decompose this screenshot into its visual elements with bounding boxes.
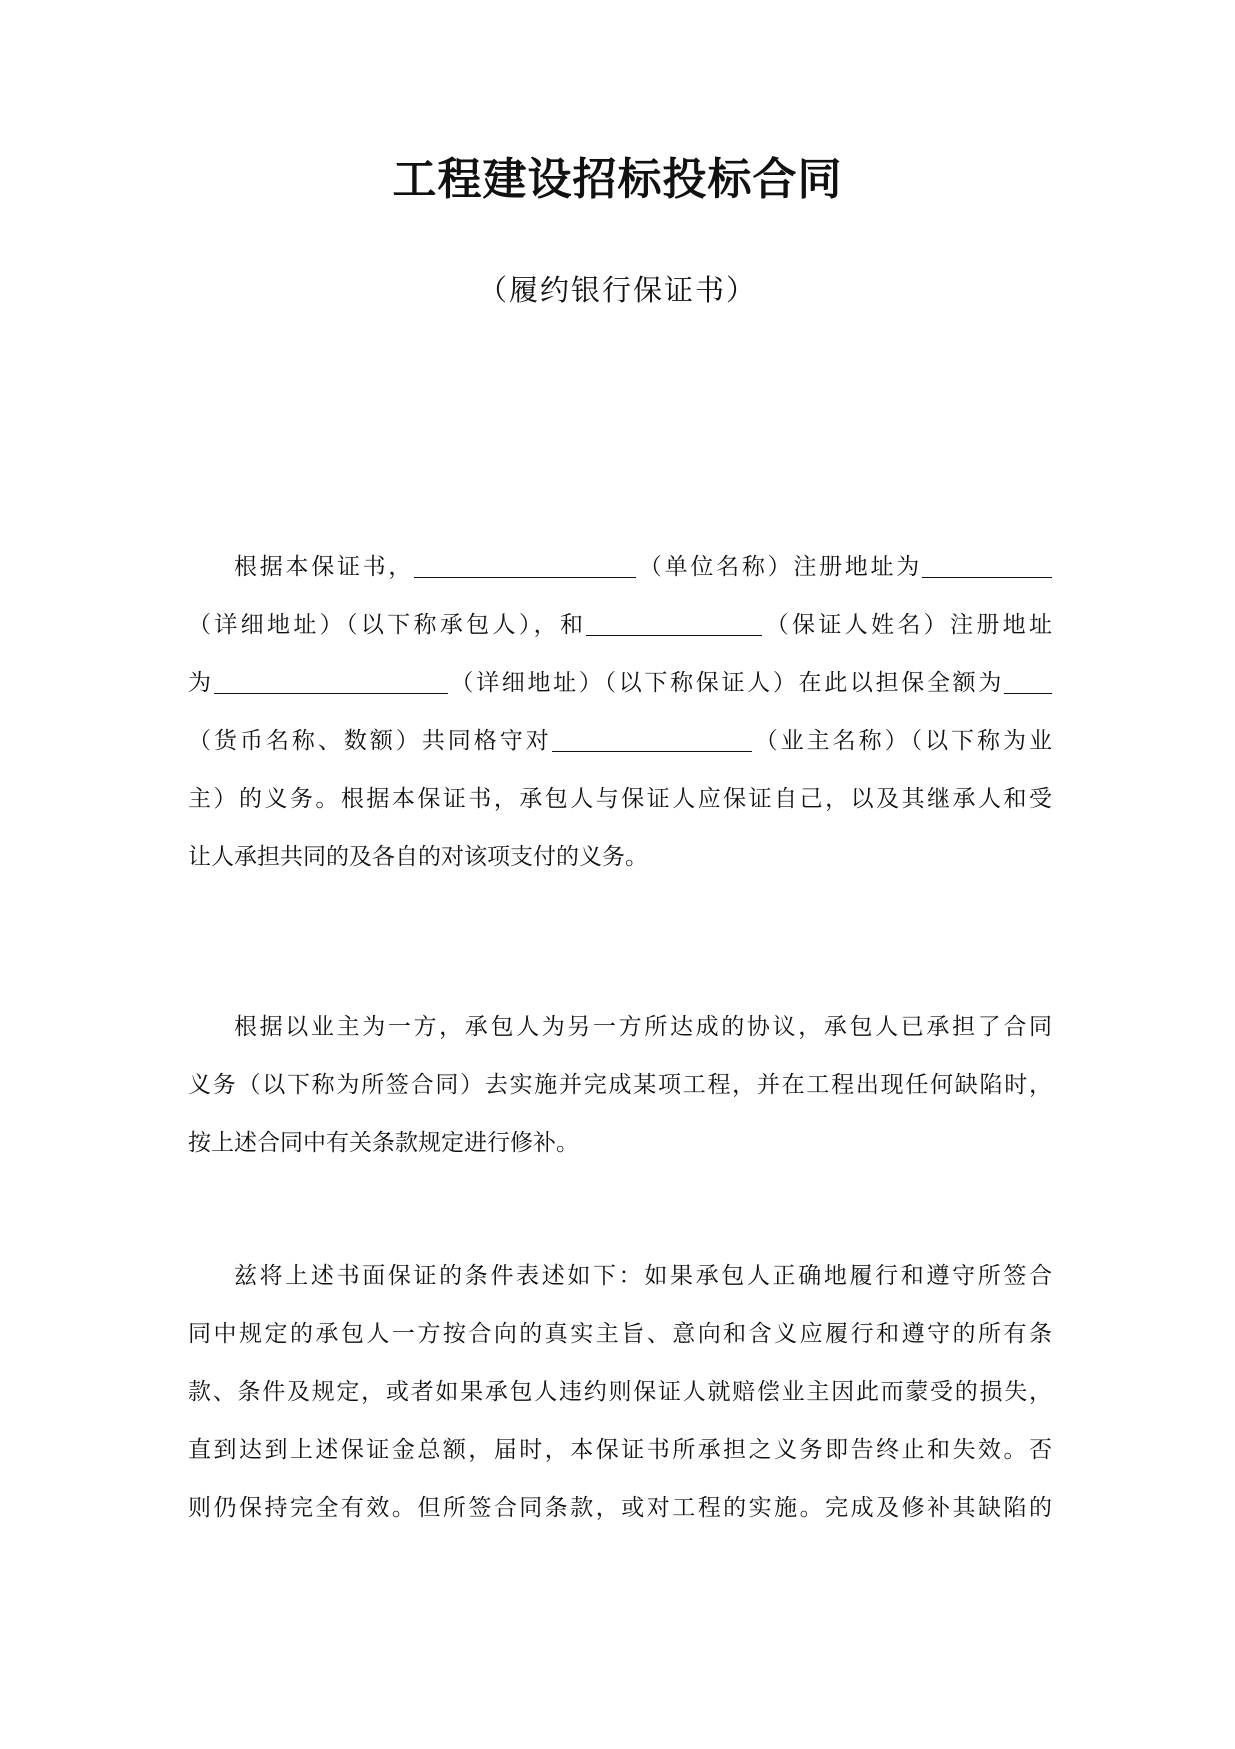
fill-in-blank-guarantor-address[interactable] — [214, 667, 448, 694]
paragraph-line: 兹将上述书面保证的条件表述如下：如果承包人正确地履行和遵守所签合 — [234, 1263, 1052, 1289]
text-segment: （保证人姓名）注册地址 — [762, 612, 1052, 638]
paragraph-line: 款、条件及规定，或者如果承包人违约则保证人就赔偿业主因此而蒙受的损失， — [188, 1379, 1052, 1405]
fill-in-blank-owner-name[interactable] — [552, 725, 752, 752]
paragraph-line — [188, 596, 1052, 654]
document-subtitle: （履约银行保证书） — [477, 273, 757, 307]
paragraph-line: 根据以业主为一方，承包人为另一方所达成的协议，承包人已承担了合同 — [234, 1014, 1052, 1040]
paragraph-line: 义务（以下称为所签合同）去实施并完成某项工程，并在工程出现任何缺陷时， — [188, 1072, 1052, 1098]
paragraph-line — [188, 538, 1052, 596]
paragraph-line: 让人承担共同的及各自的对该项支付的义务。 — [188, 844, 648, 870]
fill-in-blank-guarantee-amount[interactable] — [1004, 667, 1052, 694]
fill-in-blank-registered-address[interactable] — [922, 551, 1052, 578]
paragraph-line — [188, 712, 1052, 770]
text-segment: （详细地址）（以下称承包人），和 — [188, 612, 587, 638]
fill-in-blank-guarantor-name[interactable] — [586, 609, 762, 636]
document-title: 工程建设招标投标合同 — [392, 154, 843, 205]
paragraph-line: 同中规定的承包人一方按合向的真实主旨、意向和含义应履行和遵守的所有条 — [188, 1321, 1052, 1347]
paragraph-line: 直到达到上述保证金总额，届时，本保证书所承担之义务即告终止和失效。否 — [188, 1437, 1052, 1463]
text-segment: 为 — [188, 670, 214, 696]
paragraph-line: 主）的义务。根据本保证书，承包人与保证人应保证自己，以及其继承人和受 — [188, 786, 1052, 812]
paragraph-guarantee-conditions — [188, 1247, 1052, 1537]
paragraph-guarantee-parties — [188, 538, 1052, 886]
fill-in-blank-unit-name[interactable] — [414, 551, 636, 578]
text-segment: （单位名称）注册地址为 — [636, 554, 923, 580]
paragraph-contract-obligation — [188, 998, 1052, 1172]
text-segment: 根据本保证书， — [234, 554, 415, 580]
text-segment: （货币名称、数额）共同格守对 — [188, 728, 552, 754]
paragraph-line — [188, 654, 1052, 712]
paragraph-line: 则仍保持完全有效。但所签合同条款，或对工程的实施。完成及修补其缺陷的 — [188, 1495, 1052, 1521]
paragraph-line: 按上述合同中有关条款规定进行修补。 — [188, 1130, 579, 1156]
text-segment: （详细地址）（以下称保证人）在此以担保全额为 — [447, 670, 1004, 696]
text-segment: （业主名称）（以下称为业 — [751, 728, 1052, 754]
